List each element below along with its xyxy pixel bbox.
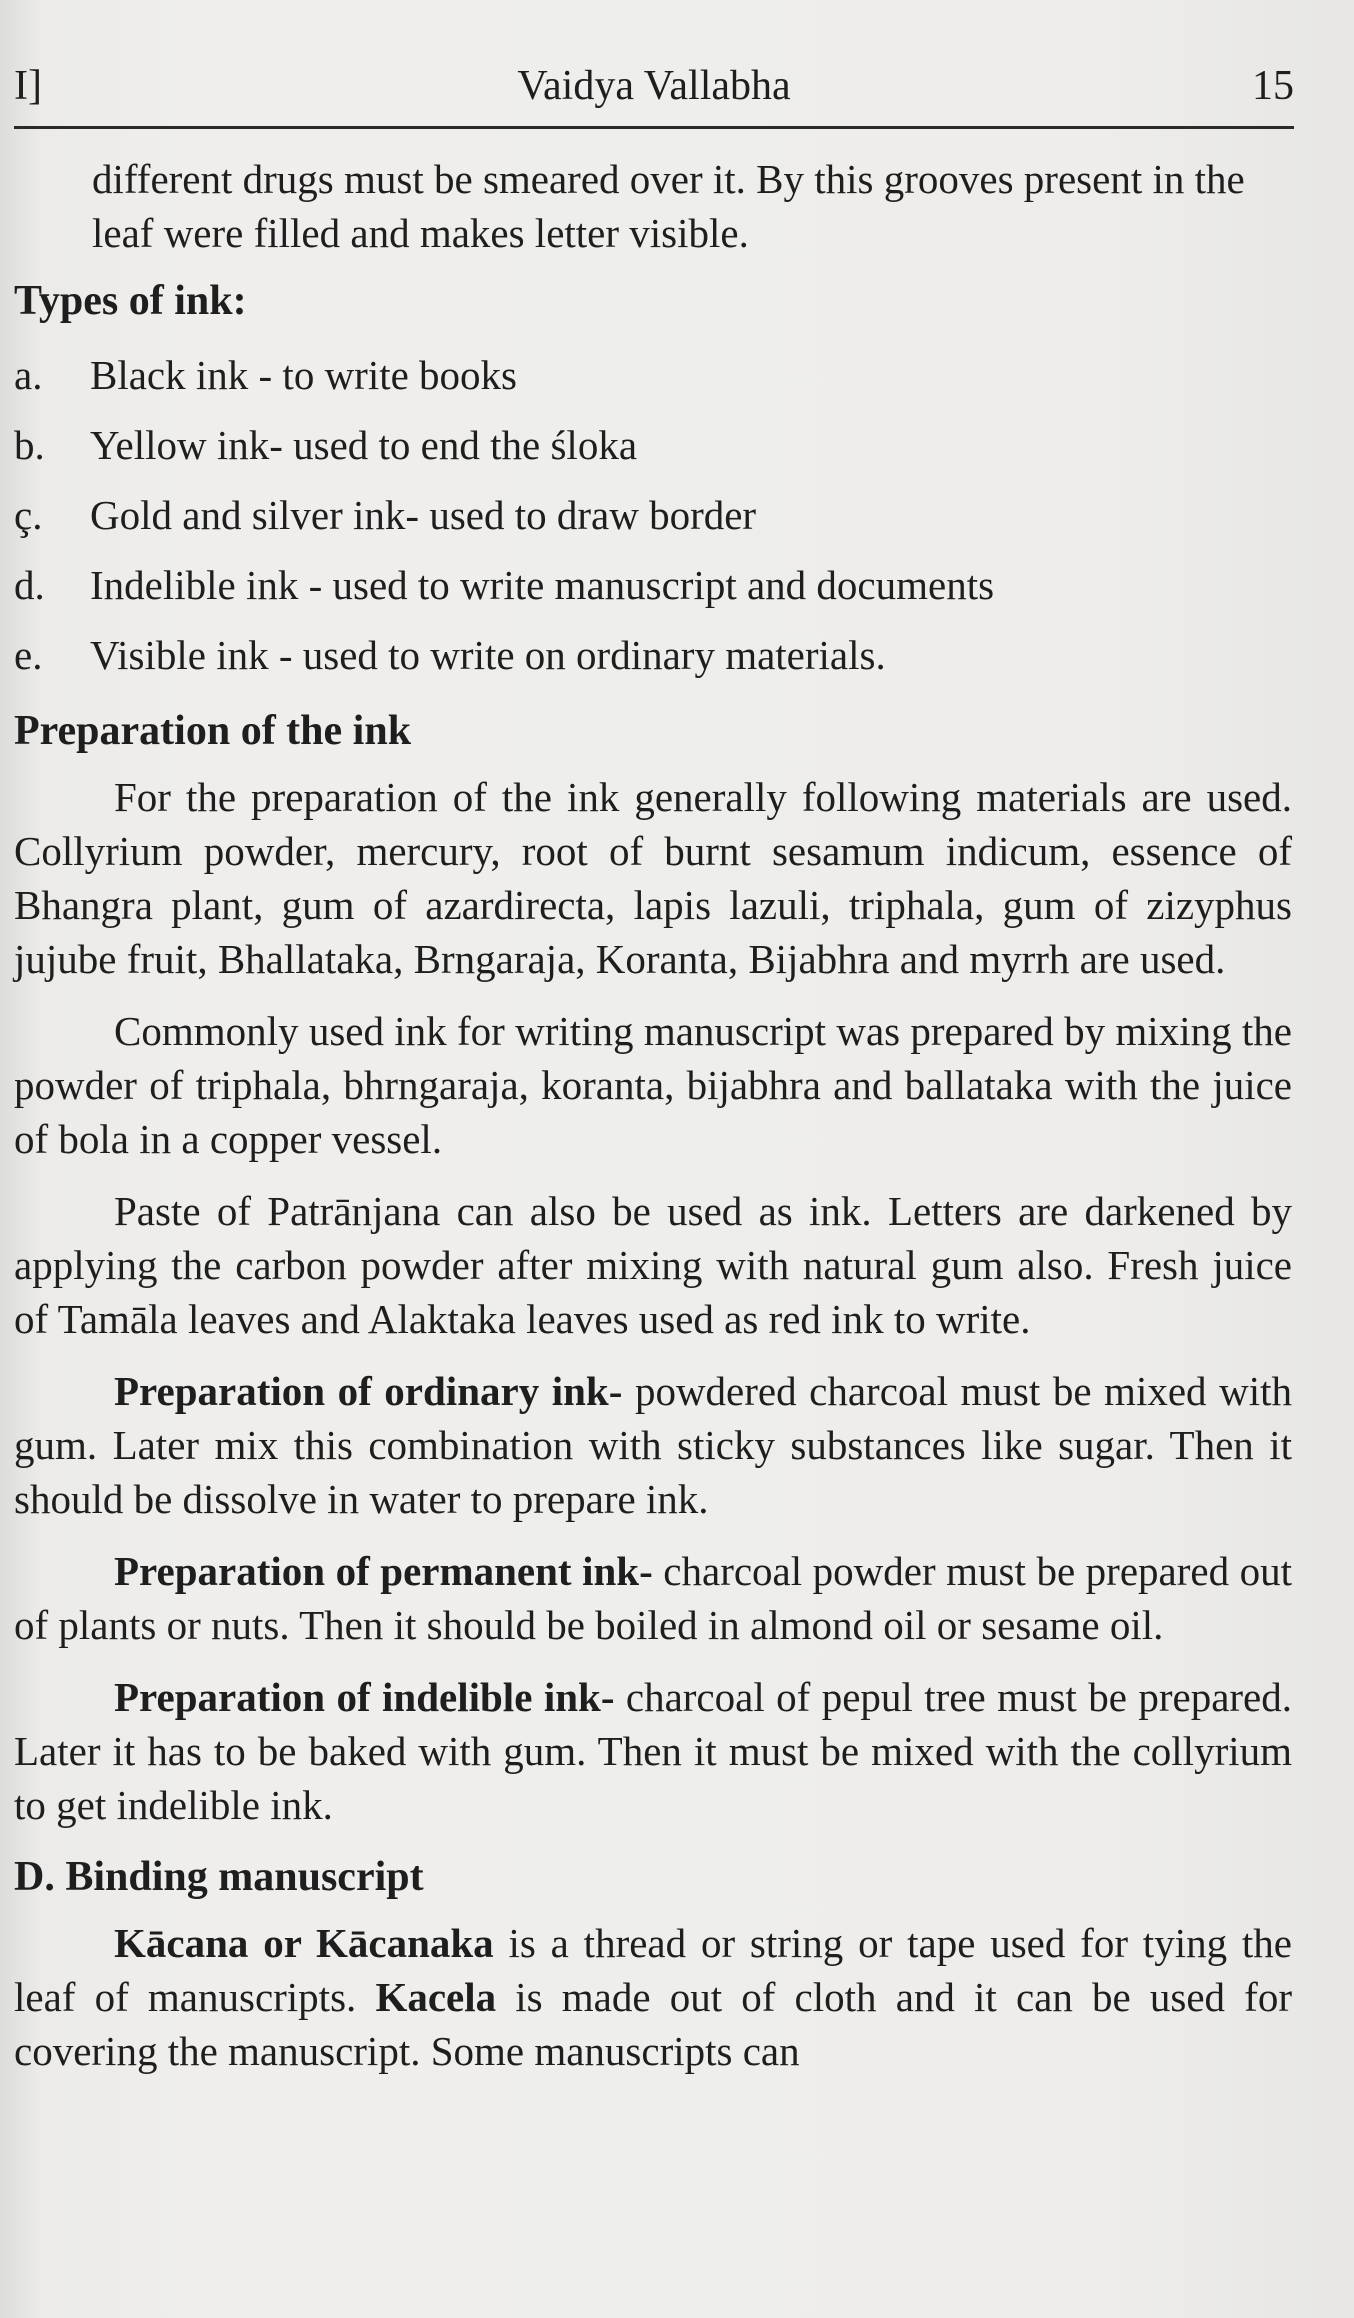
permanent-ink-term: Preparation of permanent ink- bbox=[114, 1548, 653, 1594]
indelible-ink-paragraph bbox=[14, 1670, 1292, 1832]
page-body bbox=[14, 152, 1292, 2096]
kacana-text: is a thread or string or tape used for tying the leaf of manuscripts. bbox=[14, 1920, 1292, 2020]
list-item-text: Gold and silver ink- used to draw border bbox=[90, 492, 757, 538]
binding-heading: D. Binding manuscript bbox=[14, 1854, 424, 1900]
patranjana-paragraph: Paste of Patrānjana can also be used as ink. Letters are darkened by applying the carbon powder after mixing with natural gum also. Fresh juice of Tamāla leaves and Alaktaka leaves used as red ink to write. bbox=[14, 1188, 1292, 1342]
indelible-ink-term: Preparation of indelible ink- bbox=[114, 1674, 615, 1720]
list-item-text: Yellow ink- used to end the śloka bbox=[90, 422, 638, 468]
list-marker: d. bbox=[14, 562, 45, 608]
list-item bbox=[14, 410, 1292, 480]
ink-types-list bbox=[14, 340, 1292, 690]
list-marker: a. bbox=[14, 352, 43, 398]
list-item-text: Visible ink - used to write on ordinary materials. bbox=[90, 632, 886, 678]
list-item-text: Black ink - to write books bbox=[90, 352, 518, 398]
kacela-text: is made out of cloth and it can be used for covering the manuscript. Some manuscripts can bbox=[14, 1974, 1292, 2074]
materials-paragraph: For the preparation of the ink generally following materials are used. Collyrium powder, mercury, root of burnt sesamum indicum, essence of Bhangra plant, gum of azardirecta, lapis lazuli, triphala, gum of zizyphus jujube fruit, Bhallataka, Brngaraja, Koranta, Bijabhra and myrrh are used. bbox=[14, 774, 1292, 982]
list-marker: e. bbox=[14, 632, 43, 678]
permanent-ink-paragraph bbox=[14, 1544, 1292, 1652]
chapter-marker: I] bbox=[14, 63, 42, 109]
permanent-ink-text: charcoal powder must be prepared out of plants or nuts. Then it should be boiled in almond oil or sesame oil. bbox=[14, 1548, 1292, 1648]
binding-paragraph bbox=[14, 1916, 1292, 2078]
page-number: 15 bbox=[1252, 63, 1294, 109]
intro-paragraph: different drugs must be smeared over it. By this grooves present in the leaf were filled and makes letter visible. bbox=[92, 156, 1245, 256]
running-header bbox=[14, 56, 1294, 129]
types-of-ink-heading: Types of ink: bbox=[14, 278, 247, 324]
indelible-ink-text: charcoal of pepul tree must be prepared. Later it has to be baked with gum. Then it must be mixed with the collyrium to get indelible ink. bbox=[14, 1674, 1292, 1828]
list-marker: b. bbox=[14, 422, 45, 468]
list-item bbox=[14, 620, 1292, 690]
book-title: Vaidya Vallabha bbox=[517, 63, 791, 109]
list-marker: ç. bbox=[14, 492, 43, 538]
ordinary-ink-text: powdered charcoal must be mixed with gum. Later mix this combination with sticky substances like sugar. Then it should be dissolve in water to prepare ink. bbox=[14, 1368, 1292, 1522]
list-item bbox=[14, 480, 1292, 550]
kacana-term: Kācana or Kācanaka bbox=[114, 1920, 494, 1966]
list-item bbox=[14, 340, 1292, 410]
ordinary-ink-term: Preparation of ordinary ink- bbox=[114, 1368, 623, 1414]
list-item-text: Indelible ink - used to write manuscript and documents bbox=[90, 562, 995, 608]
ordinary-ink-paragraph bbox=[14, 1364, 1292, 1526]
list-item bbox=[14, 550, 1292, 620]
preparation-heading: Preparation of the ink bbox=[14, 708, 412, 754]
common-ink-paragraph: Commonly used ink for writing manuscript was prepared by mixing the powder of triphala, bhrngaraja, koranta, bijabhra and ballataka with the juice of bola in a copper vessel. bbox=[14, 1008, 1292, 1162]
kacela-term: Kacela bbox=[375, 1974, 497, 2020]
